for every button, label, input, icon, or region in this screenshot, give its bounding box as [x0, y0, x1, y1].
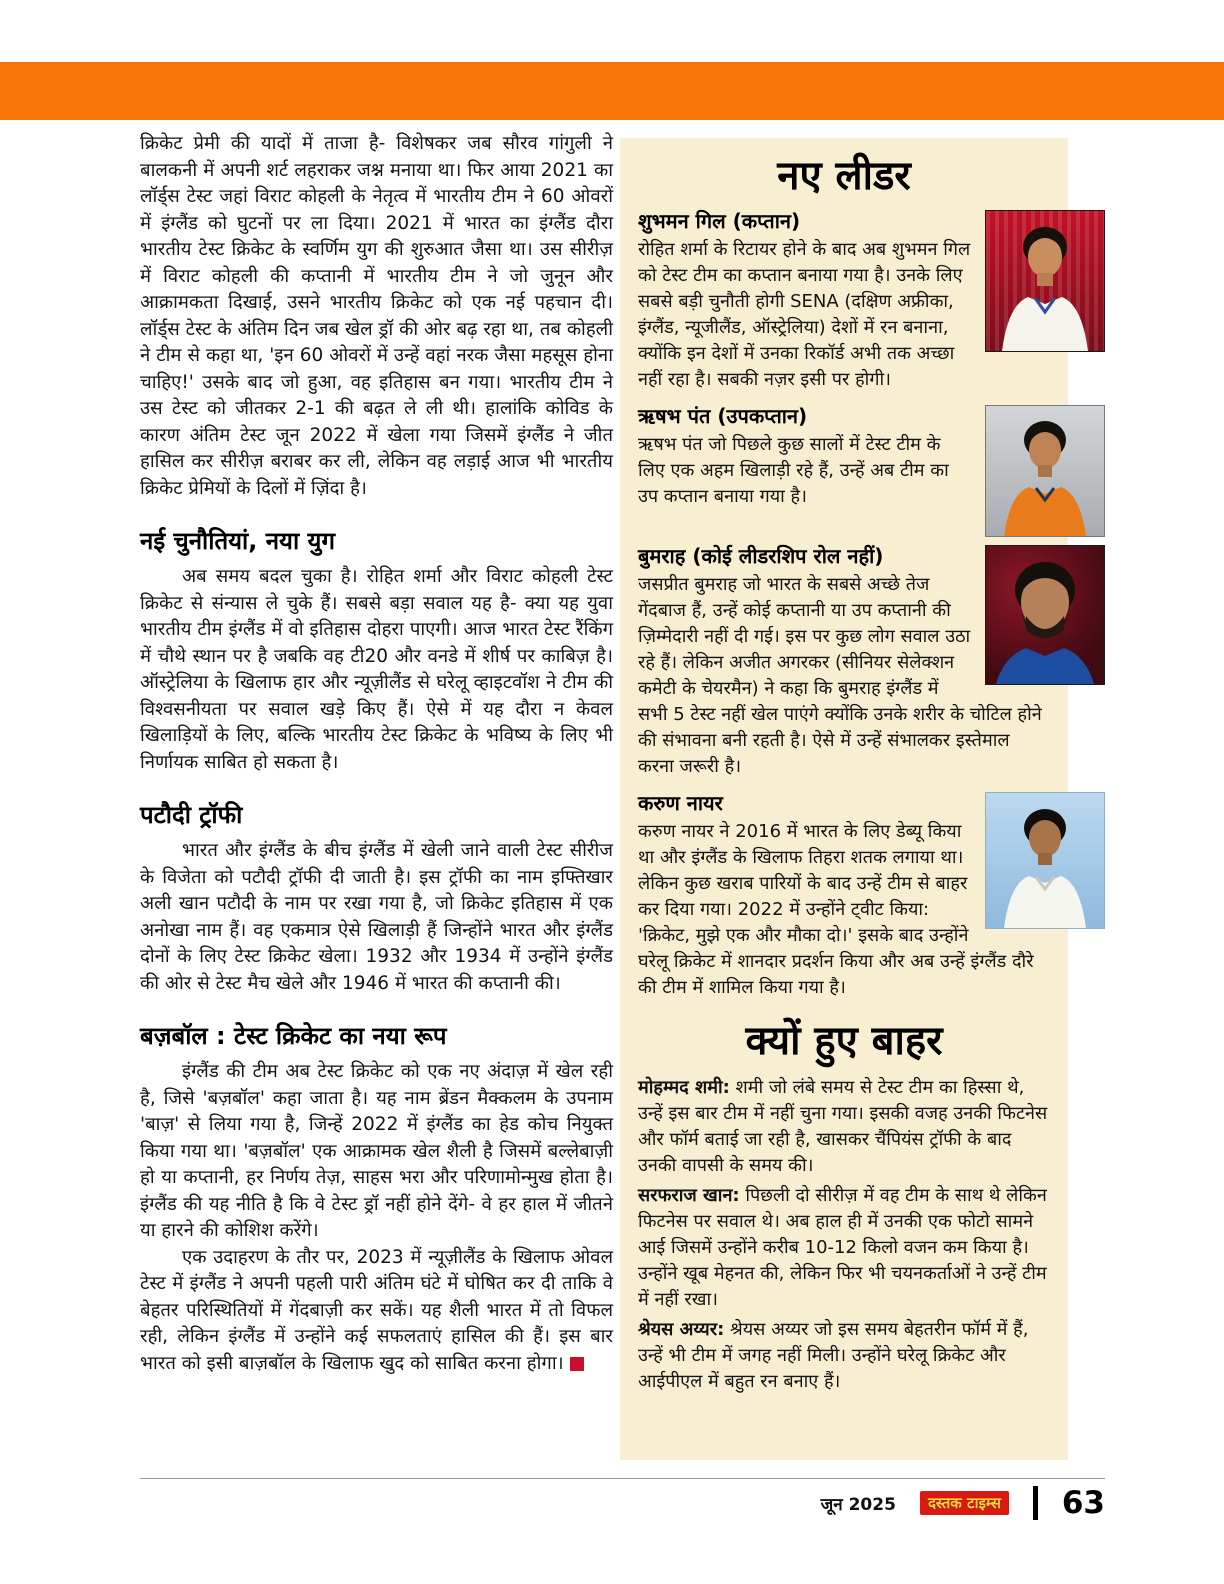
- dropped-player-text: पिछली दो सीरीज़ में वह टीम के साथ थे लेकिन फिटनेस पर सवाल थे। अब हाल ही में उनकी एक फोटो सामने आई जिसमें उन्होंने करीब 10-12 किलो वजन कम किया है। उन्होंने खूब मेहनत की, लेकिन फिर भी चयनकर्ताओं ने उन्हें टीम में नहीं रखा।: [638, 1185, 1047, 1310]
- leader-text: जसप्रीत बुमराह जो भारत के सबसे अच्छे तेज गेंदबाज हैं, उन्हें कोई कप्तानी या उप कप्तानी की ज़िम्मेदारी नहीं दी गई। इस पर कुछ लोग सवाल उठा रहे हैं। लेकिन अजीत अगरकर (सीनियर सेलेक्शन कमेटी के चेयरमैन) ने कहा कि बुमराह इंग्लैंड में सभी 5 टेस्ट नहीं खेल पाएंगे क्योंकि उनके शरीर के चोटिल होने की संभावना बनी रहती है। ऐसे में उन्हें संभालकर इस्तेमाल करना जरूरी है।: [638, 574, 1042, 777]
- dropped-player-name: सरफराज खान:: [638, 1185, 740, 1206]
- article-paragraph: क्रिकेट प्रेमी की यादों में ताजा है- विशेषकर जब सौरव गांगुली ने बालकनी में अपनी शर्ट लहराकर जश्न मनाया था। फिर आया 2021 का लॉर्ड्स टेस्ट जहां विराट कोहली के नेतृत्व में भारतीय टीम ने 60 ओवरों में इंग्लैंड को घुटनों पर ला दिया। 2021 में भारत का इंग्लैंड दौरा भारतीय टेस्ट क्रिकेट के स्वर्णिम युग की शुरुआत जैसा था। उस सीरीज़ में विराट कोहली की कप्तानी में भारतीय टीम ने जो जुनून और आक्रामकता दिखाई, उसने भारतीय क्रिकेट को एक नई पहचान दी। लॉर्ड्स टेस्ट के अंतिम दिन जब खेल ड्रॉ की ओर बढ़ रहा था, तब कोहली ने टीम से कहा था, 'इन 60 ओवरों में उन्हें वहां नरक जैसा महसूस होना चाहिए!' उसके बाद जो हुआ, वह इतिहास बन गया। भारतीय टीम ने उस टेस्ट को जीतकर 2-1 की बढ़त ले ली थी। हालांकि कोविड के कारण अंतिम टेस्ट जून 2022 में खेला गया जिसमें इंग्लैंड ने जीत हासिल कर सीरीज़ बराबर कर ली, लेकिन वह लड़ाई आज भी भारतीय क्रिकेट प्रेमियों के दिलों में ज़िंदा है।: [140, 133, 613, 499]
- leader-section-shubman-gill: [638, 208, 1050, 393]
- page-footer: [140, 1478, 1105, 1520]
- page-number: 63: [1061, 1485, 1105, 1521]
- section-heading-pataudi-trophy: पटौदी ट्रॉफी: [140, 801, 243, 829]
- section-heading-bazball: बज़बॉल : टेस्ट क्रिकेट का नया रूप: [140, 1022, 447, 1050]
- rishabh-pant-photo: [985, 405, 1105, 537]
- dropped-player-sarfaraz-khan: [638, 1183, 1050, 1313]
- dropped-player-name: श्रेयस अय्यर:: [638, 1319, 725, 1340]
- leader-name: शुभमन गिल (कप्तान): [638, 209, 801, 233]
- section-heading-new-challenges: नई चुनौतियां, नया युग: [140, 527, 335, 555]
- footer-divider-bar: [1033, 1486, 1038, 1520]
- shubman-gill-photo: [985, 210, 1105, 352]
- leader-text: ऋषभ पंत जो पिछले कुछ सालों में टेस्ट टीम के लिए एक अहम खिलाड़ी रहे हैं, उन्हें अब टीम का उप कप्तान बनाया गया है।: [638, 434, 949, 507]
- article-end-mark-icon: [570, 1357, 584, 1371]
- leader-text: करुण नायर ने 2016 में भारत के लिए डेब्यू किया था और इंग्लैंड के खिलाफ तिहरा शतक लगाया था। लेकिन कुछ खराब पारियों के बाद उन्हें टीम से बाहर कर दिया गया। 2022 में उन्होंने ट्वीट किया: 'क्रिकेट, मुझे एक और मौका दो।' इसके बाद उन्होंने घरेलू क्रिकेट में शानदार प्रदर्शन किया और अब उन्हें इंग्लैंड दौरे की टीम में शामिल किया गया है।: [638, 821, 1034, 998]
- dropped-player-name: मोहम्मद शमी:: [638, 1077, 730, 1098]
- left-article-column: [140, 131, 613, 1377]
- issue-date: जून 2025: [820, 1494, 896, 1515]
- magazine-logo: दस्तक टाइम्स: [920, 1491, 1009, 1515]
- new-leaders-panel: [620, 138, 1068, 1460]
- article-paragraph: भारत और इंग्लैंड के बीच इंग्लैंड में खेली जाने वाली टेस्ट सीरीज के विजेता को पटौदी ट्रॉफी दी जाती है। इस ट्रॉफी का नाम इफ्तिखार अली खान पटौदी के नाम पर रखा गया है, जो क्रिकेट इतिहास में एक अनोखा नाम हैं। वह एकमात्र ऐसे खिलाड़ी हैं जिन्होंने भारत और इंग्लैंड दोनों के लिए टेस्ट क्रिकेट खेला। 1932 और 1934 में उन्होंने इंग्लैंड की ओर से टेस्ट मैच खेले और 1946 में भारत की कप्तानी की।: [140, 840, 613, 994]
- karun-nair-photo: [985, 792, 1105, 929]
- dropped-player-text: शमी जो लंबे समय से टेस्ट टीम का हिस्सा थे, उन्हें इस बार टीम में नहीं चुना गया। इसकी वजह उनकी फिटनेस और फॉर्म बताई जा रही है, खासकर चैंपियंस ट्रॉफी के बाद उनकी वापसी के समय की।: [638, 1077, 1048, 1176]
- article-paragraph: अब समय बदल चुका है। रोहित शर्मा और विराट कोहली टेस्ट क्रिकेट से संन्यास ले चुके हैं। सबसे बड़ा सवाल यह है- क्या यह युवा भारतीय टीम इंग्लैंड में वो इतिहास दोहरा पाएगी। आज भारत टेस्ट रैंकिंग में चौथे स्थान पर है जबकि वह टी20 और वनडे में शीर्ष पर काबिज़ है। ऑस्ट्रेलिया के खिलाफ हार और न्यूज़ीलैंड से घरेलू व्हाइटवॉश ने टीम की विश्वसनीयता पर सवाल खड़े किए हैं। ऐसे में यह दौरा न केवल खिलाड़ियों के लिए, बल्कि भारतीय टेस्ट क्रिकेट के भविष्य के लिए भी निर्णायक साबित हो सकता है।: [140, 566, 613, 773]
- dropped-player-shreyas-iyer: [638, 1317, 1050, 1395]
- panel-title-why-dropped: क्यों हुए बाहर: [745, 1018, 943, 1064]
- leader-text: रोहित शर्मा के रिटायर होने के बाद अब शुभमन गिल को टेस्ट टीम का कप्तान बनाया गया है। उनके लिए सबसे बड़ी चुनौती होगी SENA (दक्षिण अफ्रीका, इंग्लैंड, न्यूजीलैंड, ऑस्ट्रेलिया) देशों में रन बनाना, क्योंकि इन देशों में उनका रिकॉर्ड अभी तक अच्छा नहीं रहा है। सबकी नज़र इसी पर होगी।: [638, 239, 971, 390]
- leader-name: ऋषभ पंत (उपकप्तान): [638, 404, 808, 428]
- leader-name: करुण नायर: [638, 791, 723, 815]
- panel-title-new-leaders: नए लीडर: [777, 153, 911, 199]
- dropped-player-mohammed-shami: [638, 1075, 1050, 1179]
- leader-section-jasprit-bumrah: [638, 543, 1050, 780]
- leader-name: बुमराह (कोई लीडरशिप रोल नहीं): [638, 544, 884, 568]
- dropped-player-text: श्रेयस अय्यर जो इस समय बेहतरीन फॉर्म में हैं, उन्हें भी टीम में जगह नहीं मिली। उन्होंने घरेलू क्रिकेट और आईपीएल में बहुत रन बनाए हैं।: [638, 1319, 1029, 1392]
- article-paragraph: इंग्लैंड की टीम अब टेस्ट क्रिकेट को एक नए अंदाज़ में खेल रही है, जिसे 'बज़बॉल' कहा जाता है। यह नाम ब्रेंडन मैक्कलम के उपनाम 'बाज़' से लिया गया है, जिन्हें 2022 में इंग्लैंड का हेड कोच नियुक्त किया गया था। 'बज़बॉल' एक आक्रामक खेल शैली है जिसमें बल्लेबाज़ी हो या कप्तानी, हर निर्णय तेज़, साहस भरा और परिणामोन्मुख होता है। इंग्लैंड की यह नीति है कि वे टेस्ट ड्रॉ नहीं होने देंगे- वे हर हाल में जीतने या हारने की कोशिश करेंगे।: [140, 1061, 613, 1241]
- jasprit-bumrah-photo: [985, 545, 1105, 685]
- top-orange-band: [0, 62, 1224, 120]
- leader-section-rishabh-pant: [638, 403, 1050, 510]
- dropped-players-section: [638, 1075, 1050, 1395]
- leader-section-karun-nair: [638, 790, 1050, 1001]
- article-paragraph: एक उदाहरण के तौर पर, 2023 में न्यूज़ीलैंड के खिलाफ ओवल टेस्ट में इंग्लैंड ने अपनी पहली पारी अंतिम घंटे में घोषित कर दी ताकि वे बेहतर परिस्थितियों में गेंदबाज़ी कर सकें। यह शैली भारत में तो विफल रही, लेकिन इंग्लैंड में उन्होंने कई सफलताएं हासिल की हैं। इस बार भारत को इसी बाज़बॉल के खिलाफ खुद को साबित करना होगा।: [140, 1246, 613, 1374]
